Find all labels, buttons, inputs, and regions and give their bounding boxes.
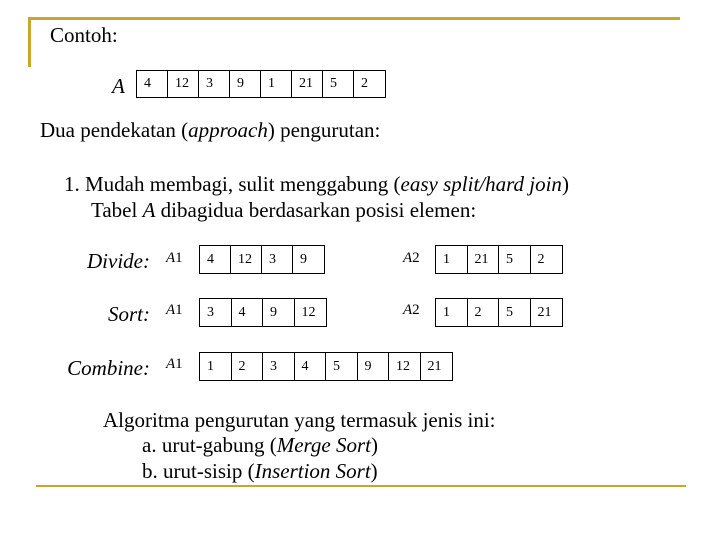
divide-right-array [435, 245, 563, 274]
approach-line [40, 118, 380, 143]
item1-number: 1. [64, 172, 80, 196]
array-a-cell: 21 [292, 71, 323, 97]
algorithms-intro: Algoritma pengurutan yang termasuk jenis ini: [103, 408, 496, 432]
approach-text-after: ) pengurutan: [267, 118, 381, 142]
array-a-cell: 4 [137, 71, 168, 97]
combine-array-cell: 2 [232, 353, 264, 380]
combine-array [199, 352, 453, 381]
array-a-cell: 1 [261, 71, 292, 97]
divide-left-array-cell: 12 [231, 246, 262, 273]
combine-array-cell: 5 [326, 353, 358, 380]
algorithm-a-suffix: ) [371, 433, 379, 457]
array-a-cell: 2 [361, 76, 368, 91]
array-a-cell: 12 [168, 71, 199, 97]
sort-right-array-cell: 1 [436, 299, 468, 326]
slide-heading: Contoh: [50, 23, 118, 47]
item1-line2 [91, 198, 476, 223]
item1-italic: easy split/hard join [400, 172, 562, 196]
sort-right-name [403, 302, 420, 319]
divide-left-name-index: 1 [175, 250, 183, 266]
sort-left-array-cell: 12 [301, 304, 316, 320]
combine-label: Combine: [67, 356, 150, 380]
sort-right-name-letter: A [403, 302, 413, 318]
algorithm-b-suffix: ) [370, 459, 378, 483]
algorithm-a [142, 433, 378, 458]
divide-left-array-cell: 9 [300, 251, 307, 267]
sort-left-array [199, 298, 327, 327]
sort-left-array-cell: 9 [263, 299, 295, 326]
divide-right-array-cell: 21 [468, 246, 500, 273]
algorithm-b-name: Insertion Sort [254, 459, 371, 483]
divide-right-array-cell: 2 [537, 251, 545, 267]
algorithm-b [142, 459, 378, 484]
combine-array-cell: 1 [200, 353, 232, 380]
combine-array-cell: 12 [389, 353, 421, 380]
item1-line2-before: Tabel [91, 198, 143, 222]
sort-left-name [166, 302, 183, 319]
combine-name-letter: A [166, 356, 176, 372]
sort-left-name-index: 1 [175, 302, 183, 318]
sort-left-array-cell: 4 [232, 299, 264, 326]
item1-text-after: ) [561, 172, 569, 196]
approach-italic: approach [188, 118, 268, 142]
array-a-cell: 9 [230, 71, 261, 97]
sort-right-array-cell: 2 [468, 299, 500, 326]
divide-right-name [403, 250, 420, 267]
array-a-cell: 5 [323, 71, 354, 97]
divide-left-array-cell: 4 [200, 246, 231, 273]
item1-line1 [64, 172, 569, 197]
algorithm-b-prefix: b. urut-sisip ( [142, 459, 255, 483]
combine-array-cell: 9 [358, 353, 390, 380]
sort-right-array-cell: 21 [537, 304, 552, 320]
sort-left-array-cell: 3 [200, 299, 232, 326]
divide-right-name-index: 2 [412, 250, 420, 266]
left-accent-rule [28, 17, 31, 67]
sort-right-name-index: 2 [412, 302, 420, 318]
combine-array-cell: 21 [427, 358, 442, 374]
divide-left-name [166, 250, 183, 267]
sort-right-array [435, 298, 563, 327]
divide-right-array-cell: 1 [436, 246, 468, 273]
algorithm-a-prefix: a. urut-gabung ( [142, 433, 277, 457]
combine-array-cell: 4 [295, 353, 327, 380]
divide-left-array-cell: 3 [262, 246, 293, 273]
divide-right-name-letter: A [403, 250, 413, 266]
algorithm-a-name: Merge Sort [276, 433, 372, 457]
divide-left-array [199, 245, 325, 274]
divide-left-name-letter: A [166, 250, 176, 266]
combine-name-index: 1 [175, 356, 183, 372]
array-a-label: A [112, 74, 125, 98]
sort-right-array-cell: 5 [499, 299, 531, 326]
item1-text-before: Mudah membagi, sulit menggabung ( [85, 172, 401, 196]
item1-line2-after: dibagidua berdasarkan posisi elemen: [155, 198, 477, 222]
item1-line2-italic: A [142, 198, 156, 222]
sort-label: Sort: [108, 302, 150, 326]
bottom-accent-rule [36, 485, 686, 487]
array-a [136, 70, 386, 98]
combine-array-cell: 3 [263, 353, 295, 380]
approach-text-before: Dua pendekatan ( [40, 118, 189, 142]
combine-name [166, 356, 183, 373]
top-accent-rule [28, 17, 680, 20]
sort-left-name-letter: A [166, 302, 176, 318]
divide-label: Divide: [87, 249, 150, 273]
array-a-cell: 3 [199, 71, 230, 97]
divide-right-array-cell: 5 [499, 246, 531, 273]
